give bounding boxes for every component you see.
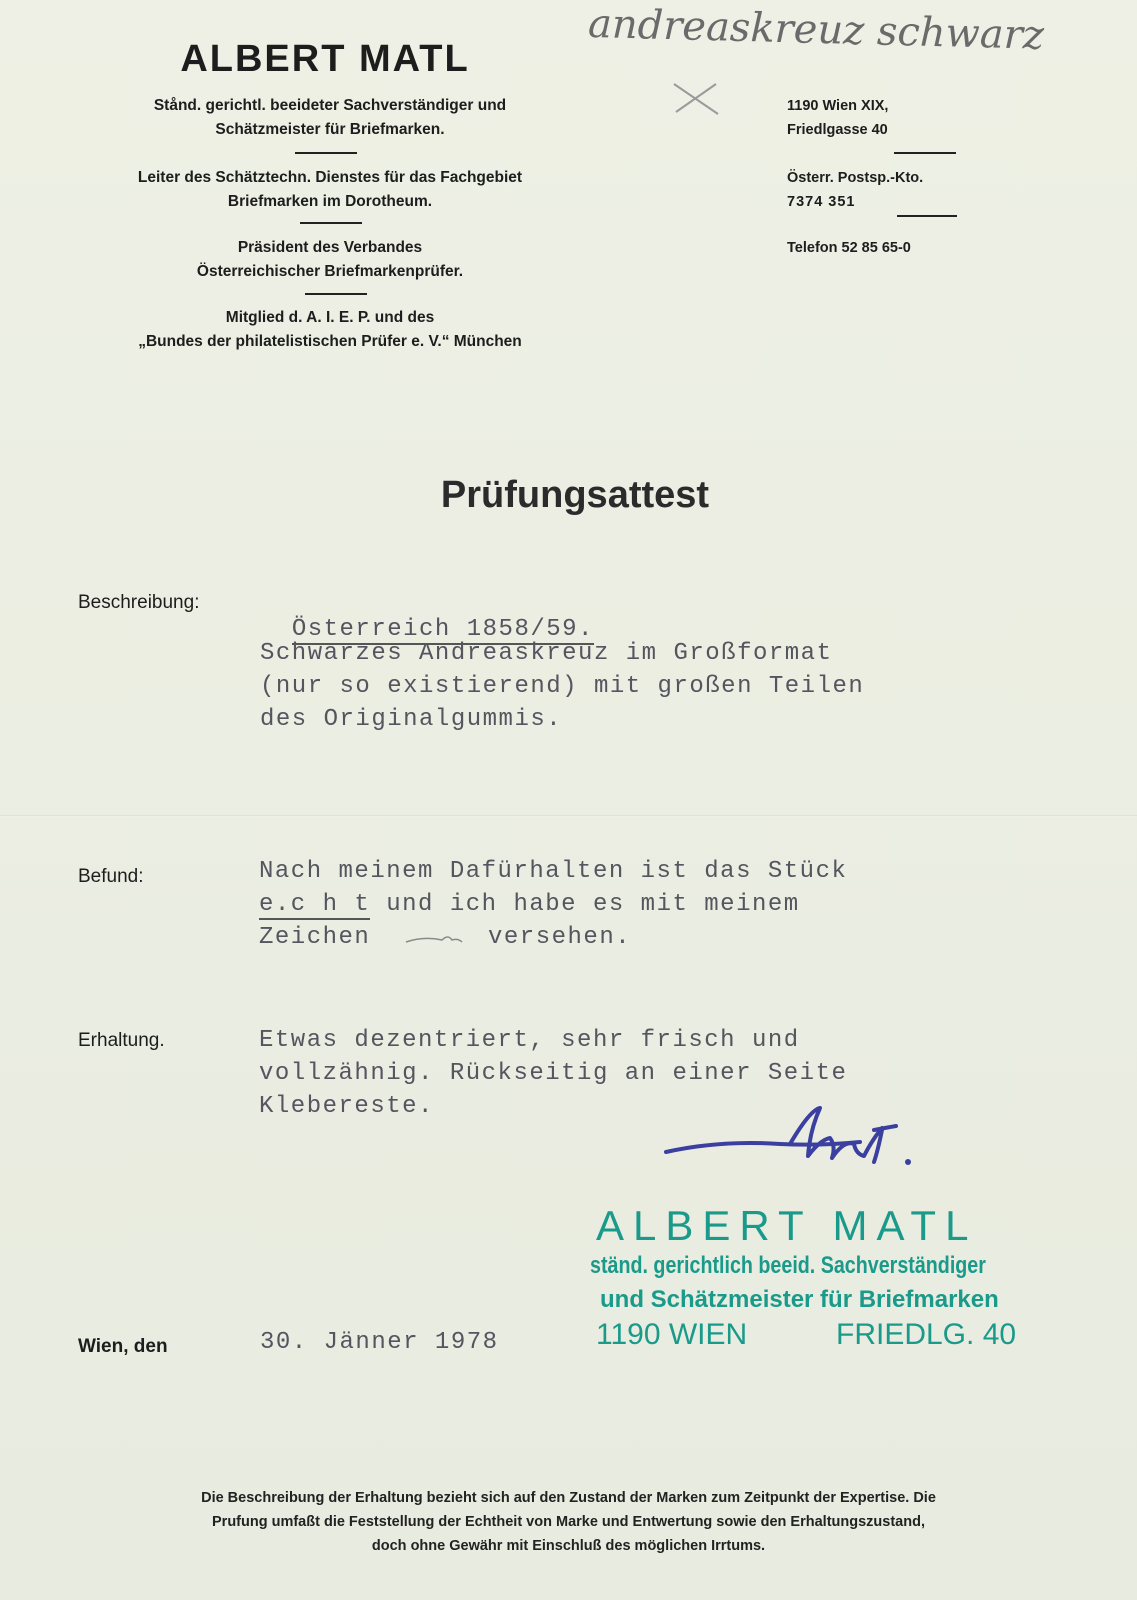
letterhead-line: Schätzmeister für Briefmarken. <box>215 121 445 138</box>
expert-mark-icon <box>404 928 464 950</box>
letterhead-line: Präsident des Verbandes <box>237 239 423 256</box>
divider <box>305 293 367 295</box>
letterhead-line: „Bundes der philatelistischen Prüfer e. V.“ München <box>138 333 522 350</box>
handwritten-note: andreaskreuz schwarz <box>587 0 1045 59</box>
page-title: Prüfungsattest <box>440 474 710 516</box>
befund-line-3b: versehen. <box>488 924 632 951</box>
echt-word: e.c h t <box>259 891 371 918</box>
letterhead-line: Mitglied d. A. I. E. P. und des <box>225 309 435 326</box>
stamp-street: FRIEDLG. 40 <box>836 1318 1017 1351</box>
befund-line: Nach meinem Dafürhalten ist das Stück <box>259 858 848 885</box>
divider <box>300 222 362 224</box>
letterhead-line: Briefmarken im Dorotheum. <box>227 193 433 210</box>
date-value: 30. Jänner 1978 <box>260 1329 499 1356</box>
divider <box>897 215 957 217</box>
divider <box>295 152 357 154</box>
erhaltung-line: Etwas dezentriert, sehr frisch und <box>259 1027 800 1054</box>
divider <box>894 152 956 154</box>
stamp-city: 1190 WIEN <box>596 1318 748 1351</box>
stamp-name: ALBERT MATL <box>596 1202 978 1249</box>
date-label: Wien, den <box>78 1336 168 1357</box>
befund-line-rest: und ich habe es mit meinem <box>370 891 800 918</box>
beschreibung-label: Beschreibung: <box>78 592 200 613</box>
erhaltung-line: vollzähnig. Rückseitig an einer Seite <box>259 1060 848 1087</box>
befund-line-3a: Zeichen <box>259 924 371 951</box>
beschreibung-line: (nur so existierend) mit großen Teilen <box>260 673 865 700</box>
address-line: 1190 Wien XIX, <box>787 98 889 114</box>
befund-line-2 <box>259 888 800 921</box>
telefon: Telefon 52 85 65-0 <box>787 240 911 256</box>
pencil-x-mark <box>668 78 724 118</box>
letterhead-name: ALBERT MATL <box>180 38 470 80</box>
footer-line: doch ohne Gewähr mit Einschluß des möglichen Irrtums. <box>371 1538 766 1554</box>
stamp-line: und Schätzmeister für Briefmarken <box>600 1286 999 1313</box>
footer-line: Die Beschreibung der Erhaltung bezieht sich auf den Zustand der Marken zum Zeitpunkt der Expertise. Die <box>201 1490 936 1506</box>
letterhead-line: Stånd. gerichtl. beeideter Sachverständiger und <box>153 97 507 114</box>
erhaltung-label: Erhaltung. <box>78 1030 165 1051</box>
fold-line <box>0 815 1137 817</box>
letterhead-line: Österreichischer Briefmarkenprüfer. <box>196 263 464 280</box>
beschreibung-heading: Österreich 1858/59. <box>291 616 594 643</box>
erhaltung-line: Klebereste. <box>259 1093 434 1120</box>
postsparkasse-number: 7374 351 <box>787 194 856 210</box>
stamp-line: ständ. gerichtlich beeid. Sachverständiger <box>590 1252 986 1279</box>
letterhead-line: Leiter des Schätztechn. Dienstes für das Fachgebiet <box>137 169 523 186</box>
signature <box>660 1100 930 1180</box>
address-line: Friedlgasse 40 <box>787 122 888 138</box>
footer-line: Prufung umfaßt die Feststellung der Echtheit von Marke und Entwertung sowie den Erhaltungszustand, <box>212 1514 925 1530</box>
befund-label: Befund: <box>78 866 144 887</box>
beschreibung-line: des Originalgummis. <box>260 706 563 733</box>
beschreibung-line: Schwarzes Andreaskreuz im Großformat <box>260 640 833 667</box>
postsparkasse-label: Österr. Postsp.-Kto. <box>787 170 924 186</box>
